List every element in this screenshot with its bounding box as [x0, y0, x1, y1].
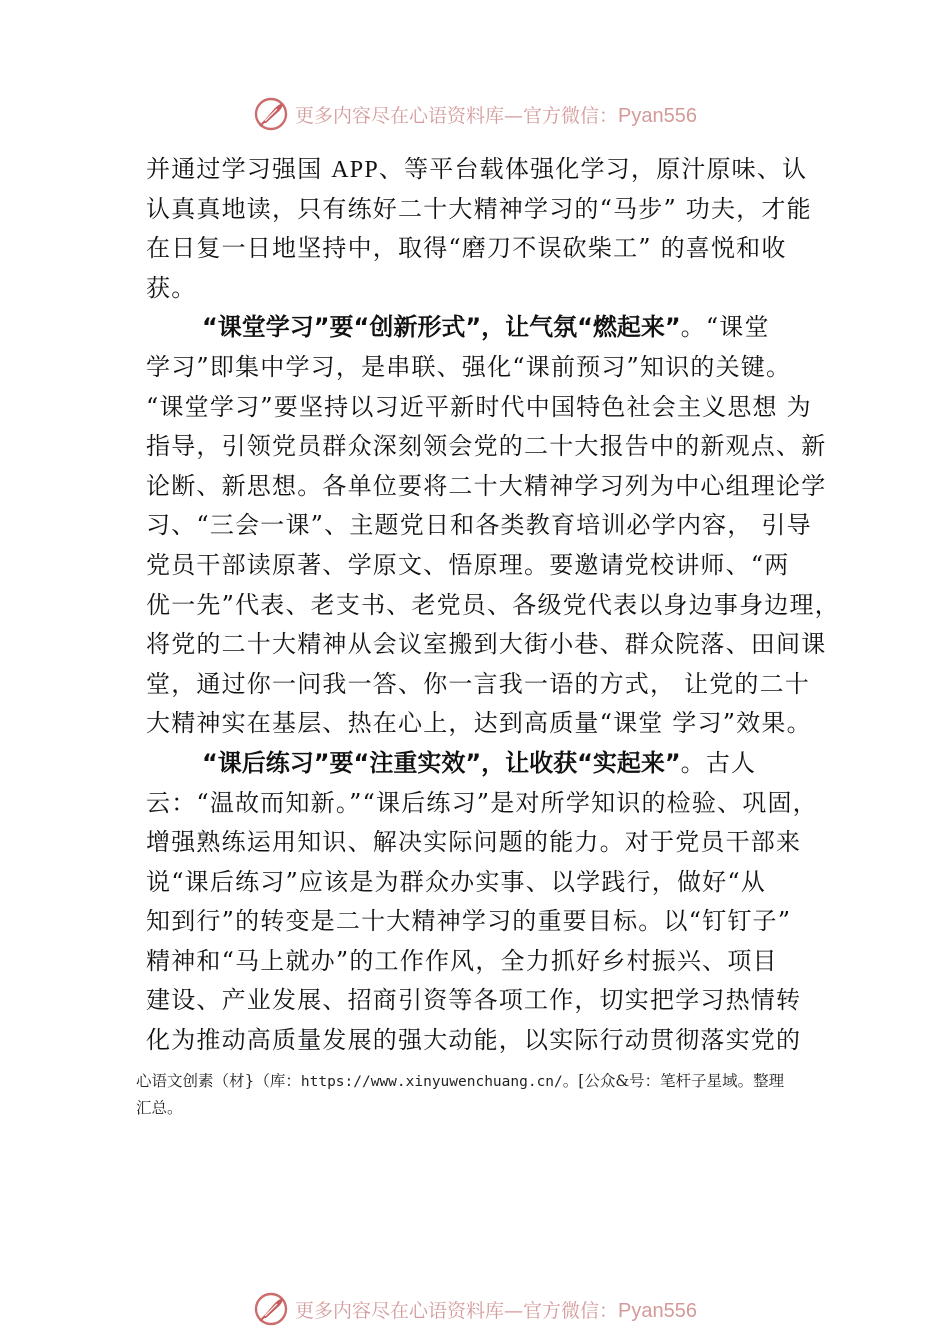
footnote-line-1 [136, 1068, 846, 1095]
watermark-label: 更多内容尽在心语资料库—官方微信： [295, 104, 619, 127]
quill-logo-icon [253, 1291, 289, 1327]
footnote-suffix: 。[公众&号：笔杆子星域。整理 [562, 1072, 785, 1090]
watermark-group [253, 96, 697, 132]
line-text: 。古人 [680, 748, 757, 777]
header-watermark [0, 92, 950, 136]
line-text-pre: 并通过学习强国 [146, 155, 332, 183]
footer-watermark [0, 1287, 950, 1331]
body-line-21: 精神和“马上就办”的工作作风，全力抓好乡村振兴、项目 [146, 946, 778, 975]
line-text: 。“课堂 [680, 313, 770, 342]
body-line-4: 获。 [146, 273, 197, 302]
body-line-11: 党员干部读原著、学原文、悟原理。要邀请党校讲师、“两 [146, 550, 790, 579]
quill-logo-icon [253, 96, 289, 132]
body-line-19: 说“课后练习”应该是为群众办实事、以学践行，做好“从 [146, 867, 767, 896]
body-line-12: 优一先”代表、老支书、老党员、各级党代表以身边事身边理， [146, 590, 840, 619]
heading-text: “课堂学习”要“创新形式”，让气氛“燃起来” [202, 313, 681, 342]
section-heading-practice [146, 744, 846, 784]
watermark-wechat-id: Pyan556 [618, 104, 697, 127]
footnote-line-2: 汇总。 [136, 1099, 183, 1117]
body-line-8: 指导，引领党员群众深刻领会党的二十大报告中的新观点、新 [146, 432, 827, 461]
footnote-prefix: 心语文创素（材}（库： [136, 1072, 301, 1090]
body-line-9: 论断、新思想。各单位要将二十大精神学习列为中心组理论学 [146, 471, 827, 500]
body-line-10: 习、“三会一课”、主题党日和各类教育培训必学内容， 引导 [146, 511, 812, 540]
watermark-text [295, 101, 697, 128]
body-line-14: 堂，通过你一问我一答、你一言我一语的方式， 让党的二十 [146, 669, 811, 698]
watermark-label: 更多内容尽在心语资料库—官方微信： [295, 1299, 619, 1322]
heading-text: “课后练习”要“注重实效”，让收获“实起来” [202, 748, 681, 777]
section-heading-classroom [146, 308, 846, 348]
body-line-13: 将党的二十大精神从会议室搬到大街小巷、群众院落、田间课 [146, 630, 827, 659]
line-text: 、等平台载体强化学习，原汁原味、认 [378, 155, 808, 183]
source-footnote [136, 1068, 846, 1121]
body-line-6: 学习”即集中学习，是串联、强化“课前预习”知识的关键。 [146, 352, 792, 381]
body-line-17: 云：“温故而知新。”“课后练习”是对所学知识的检验、巩固， [146, 788, 818, 817]
body-line-23: 化为推动高质量发展的强大动能，以实际行动贯彻落实党的 [146, 1026, 802, 1055]
body-line-1 [146, 150, 846, 190]
document-body [146, 150, 846, 1061]
body-line-20: 知到行”的转变是二十大精神学习的重要目标。以“钉钉子” [146, 907, 792, 936]
footnote-url: https://www.xinyuwenchuang.cn/ [300, 1074, 563, 1090]
body-line-22: 建设、产业发展、招商引资等各项工作，切实把学习热情转 [146, 986, 802, 1015]
body-line-15: 大精神实在基层、热在心上，达到高质量“课堂 学习”效果。 [146, 709, 812, 738]
body-line-3: 在日复一日地坚持中，取得“磨刀不误砍柴工” 的喜悦和收 [146, 234, 787, 263]
body-line-7: “课堂学习”要坚持以习近平新时代中国特色社会主义思想 为 [146, 392, 812, 421]
line-text-latin: APP [331, 157, 379, 183]
watermark-wechat-id: Pyan556 [618, 1299, 697, 1322]
body-line-2: 认真真地读，只有练好二十大精神学习的“马步” 功夫，才能 [146, 194, 812, 223]
watermark-text [295, 1296, 697, 1323]
body-line-18: 增强熟练运用知识、解决实际问题的能力。对于党员干部来 [146, 828, 802, 857]
watermark-group [253, 1291, 697, 1327]
